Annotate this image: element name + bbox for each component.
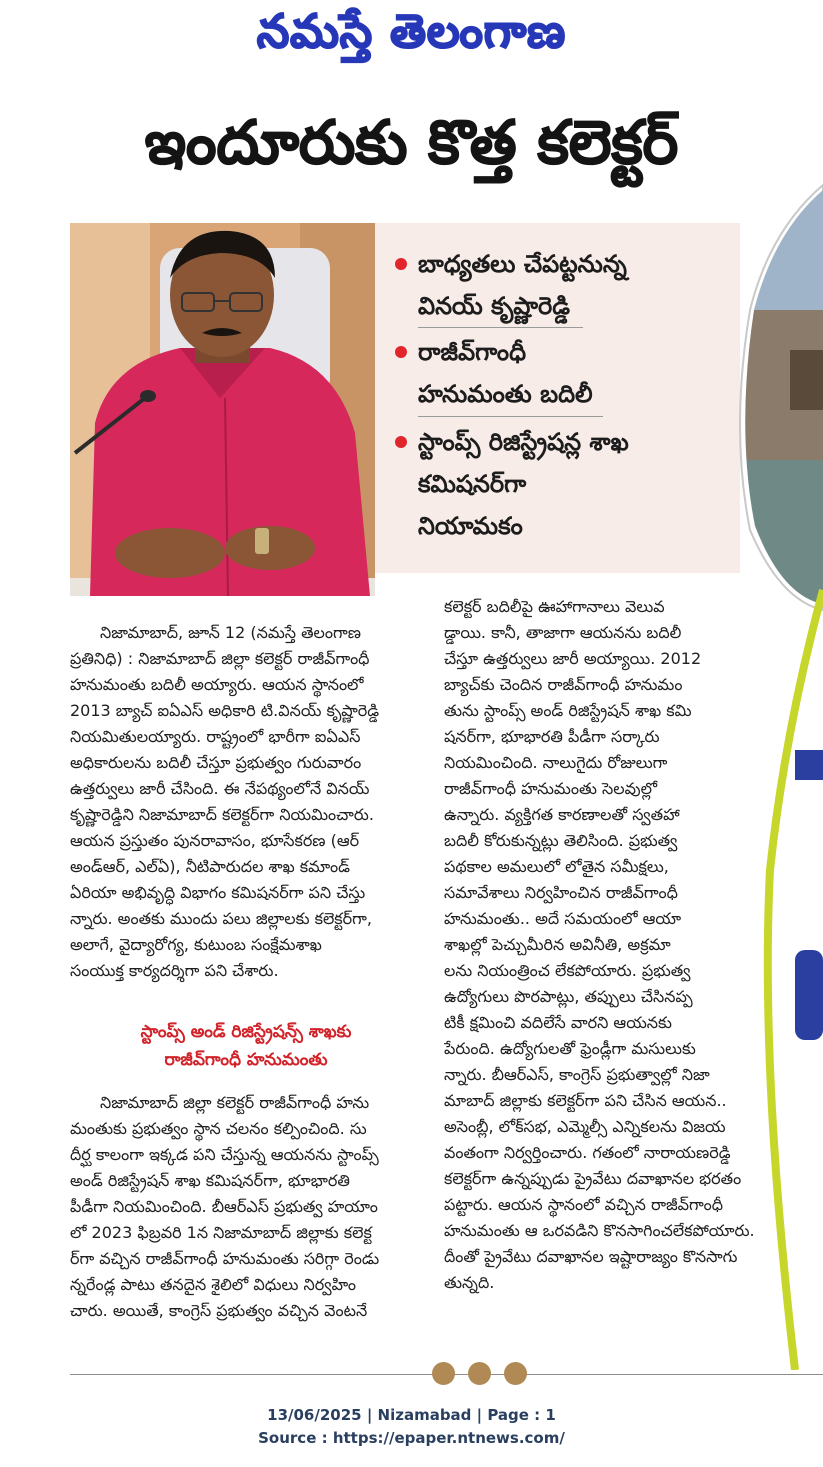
highlight-divider [418,416,603,417]
body-line: దీర్ఘ కాలంగా ఇక్కడ పని చేస్తున్న ఆయనను స్టాంప్స్ [70,1145,379,1164]
body-line: కృష్ణారెడ్డిని నిజామాబాద్ కలెక్టర్‌గా నియమించారు. [70,805,374,824]
body-line: లో 2023 ఫిబ్రవరి 1న నిజామాబాద్ జిల్లాకు కలెక్ట [70,1223,372,1242]
body-line: శాఖల్లో పెచ్చుమీరిన అవినీతి, అక్రమా [444,935,671,954]
footer-date-edition: 13/06/2025 | Nizamabad | Page : 1 [267,1406,556,1424]
body-line: నిజామాబాద్, జూన్ 12 (నమస్తే తెలంగాణ [100,623,361,642]
body-line: నిజామాబాద్ జిల్లా కలెక్టర్ రాజీవ్‌గాంధీ హను [100,1093,370,1112]
section-subheading [70,1018,422,1074]
body-line: అండ్‌ఆర్, ఎల్‌ఏ), నీటిపారుదల శాఖ కమాండ్ [70,857,350,876]
body-line: మాబాద్ జిల్లాకు కలెక్టర్‌గా పని చేసిన ఆయన.. [444,1091,727,1110]
highlight-text: రాజీవ్‌గాంధీ [418,338,527,366]
body-line: న్నారు. అంతకు ముందు పలు జిల్లాలకు కలెక్టర్‌గా, [70,909,372,928]
body-line: కలెక్టర్ బదిలీపై ఊహాగానాలు వెలువ [444,597,665,616]
body-line: షనర్‌గా, భూభారతి పీడీగా సర్కారు [444,727,660,746]
body-line: న్నరేండ్ల పాటు తనదైన శైలిలో విధులు నిర్వహిం [70,1275,357,1294]
highlight-text: నియామకం [418,512,523,540]
body-line: అండ్ రిజిస్ట్రేషన్ శాఖ కమిషనర్‌గా, భూభారతి [70,1171,350,1190]
highlight-text: బాధ్యతలు చేపట్టనున్న [418,250,627,278]
body-line: హనుమంతు.. అదే సమయంలో ఆయా [444,909,682,928]
bullet-icon [395,346,407,358]
footer-source-link[interactable]: Source : https://epaper.ntnews.com/ [258,1429,565,1447]
highlight-divider [418,327,583,328]
divider-dot-icon [468,1362,491,1385]
bullet-icon [395,436,407,448]
body-line: హనుమంతు ఆ ఒరవడిని కొనసాగించలేకపోయారు. [444,1221,755,1240]
body-line: రాజీవ్‌గాంధీ హనుమంతు సెలవుల్లో [444,779,658,798]
subheading-line: స్టాంప్స్ అండ్ రిజిస్ట్రేషన్స్ శాఖకు [140,1022,352,1042]
body-line: చారు. అయితే, కాంగ్రెస్ ప్రభుత్వం వచ్చిన వెంటనే [70,1301,368,1320]
highlight-text: కమిషనర్‌గా [418,470,527,498]
body-line: పథకాల అమలులో లోతైన సమీక్షలు, [444,857,669,876]
body-line: ప్రతినిధి) : నిజామాబాద్ జిల్లా కలెక్టర్ రాజీవ్‌గాంధీ [70,649,370,668]
article-headline: ఇందూరుకు కొత్త కలెక్టర్ [144,108,679,178]
body-line: చేస్తూ ఉత్తర్వులు జారీ అయ్యాయి. 2012 [444,649,702,668]
body-line: లను నియంత్రించ లేకపోయారు. ప్రభుత్వ [444,961,691,980]
highlight-text: హనుమంతు బదిలీ [418,380,593,408]
article-column-left-lower [70,1090,422,1324]
body-line: ఉన్నారు. వ్యక్తిగత కారణాలతో స్వతహా [444,805,680,824]
body-line: ఏరియా అభివృద్ధి విభాగం కమిషనర్‌గా పని చేస్తు [70,883,366,902]
body-line: సమావేశాలు నిర్వహించిన రాజీవ్‌గాంధీ [444,883,678,902]
body-line: ర్‌గా వచ్చిన రాజీవ్‌గాంధీ హనుమంతు సరిగ్గా రెండు [70,1249,380,1268]
body-line: కలెక్టర్‌గా ఉన్నప్పుడు ప్రైవేటు దవాఖానల భరతం [444,1169,742,1188]
body-line: ఉత్తర్వులు జారీ చేసింది. ఈ నేపథ్యంలోనే వినయ్ [70,779,370,798]
body-line: వంతంగా నిర్వర్తించారు. గతంలో నారాయణరెడ్డి [444,1143,731,1162]
body-line: మంతుకు ప్రభుత్వం స్థాన చలనం కల్పించింది. సు [70,1119,367,1138]
body-line: న్నారు. బీఆర్‌ఎస్, కాంగ్రెస్ ప్రభుత్వాల్లో నిజా [444,1065,710,1084]
highlight-text: వినయ్ కృష్ణారెడ్డి [418,292,570,320]
bullet-icon [395,258,407,270]
body-line: ఆయన ప్రస్తుతం పునరావాసం, భూసేకరణ (ఆర్ [70,831,360,850]
body-line: టికీ క్షమించి వదిలేసే వారని ఆయనకు [444,1013,672,1032]
body-line: దీంతో ప్రైవేటు దవాఖానల ఇష్టారాజ్యం కొనసాగు [444,1247,738,1266]
body-line: తున్నది. [444,1273,495,1292]
highlight-text: స్టాంప్స్ రిజిస్ట్రేషన్ల శాఖ [418,428,629,456]
body-line: తును స్టాంప్స్ అండ్ రిజిస్ట్రేషన్ శాఖ కమి [444,701,692,720]
body-line: సంయుక్త కార్యదర్శిగా పని చేశారు. [70,961,279,980]
divider-dot-icon [432,1362,455,1385]
body-line: అలాగే, వైద్యారోగ్య, కుటుంబ సంక్షేమశాఖ [70,935,322,954]
body-line: హనుమంతు బదిలీ అయ్యారు. ఆయన స్థానంలో [70,675,364,694]
article-column-left [70,620,422,984]
body-line: బ్యాచ్‌కు చెందిన రాజీవ్‌గాంధీ హనుమం [444,675,683,694]
body-line: పేరుంది. ఉద్యోగులతో ఫ్రెండ్లీగా మసులుకు [444,1039,696,1058]
article-column-right [444,594,764,1296]
body-line: ఉద్యోగులు పొరపాట్లు, తప్పులు చేసినప్ప [444,987,693,1006]
body-line: పట్టారు. ఆయన స్థానంలో వచ్చిన రాజీవ్‌గాంధీ [444,1195,724,1214]
body-line: 2013 బ్యాచ్ ఐఏఎస్ అధికారి టి.వినయ్ కృష్ణారెడ్డి [70,701,380,720]
subheading-line: రాజీవ్‌గాంధీ హనుమంతు [164,1050,328,1070]
body-line: నియమితులయ్యారు. రాష్ట్రంలో భారీగా ఐఏఎస్ [70,727,361,746]
divider-dot-icon [504,1362,527,1385]
body-line: అధికారులను బదిలీ చేస్తూ ప్రభుత్వం గురువారం [70,753,362,772]
body-line: బదిలీ కోరుకున్నట్లు తెలిసింది. ప్రభుత్వ [444,831,678,850]
newspaper-masthead: నమస్తే తెలంగాణ [256,4,567,58]
body-line: పీడీగా నియమించింది. బీఆర్‌ఎస్ ప్రభుత్వ హయాం [70,1197,378,1216]
body-line: నియమించింది. నాలుగైదు రోజులుగా [444,753,668,772]
body-line: అసెంబ్లీ, లోక్‌సభ, ఎమ్మెల్సీ ఎన్నికలను విజయ [444,1117,726,1136]
collector-photo [70,223,375,596]
body-line: డ్డాయి. కానీ, తాజాగా ఆయనను బదిలీ [444,623,682,642]
